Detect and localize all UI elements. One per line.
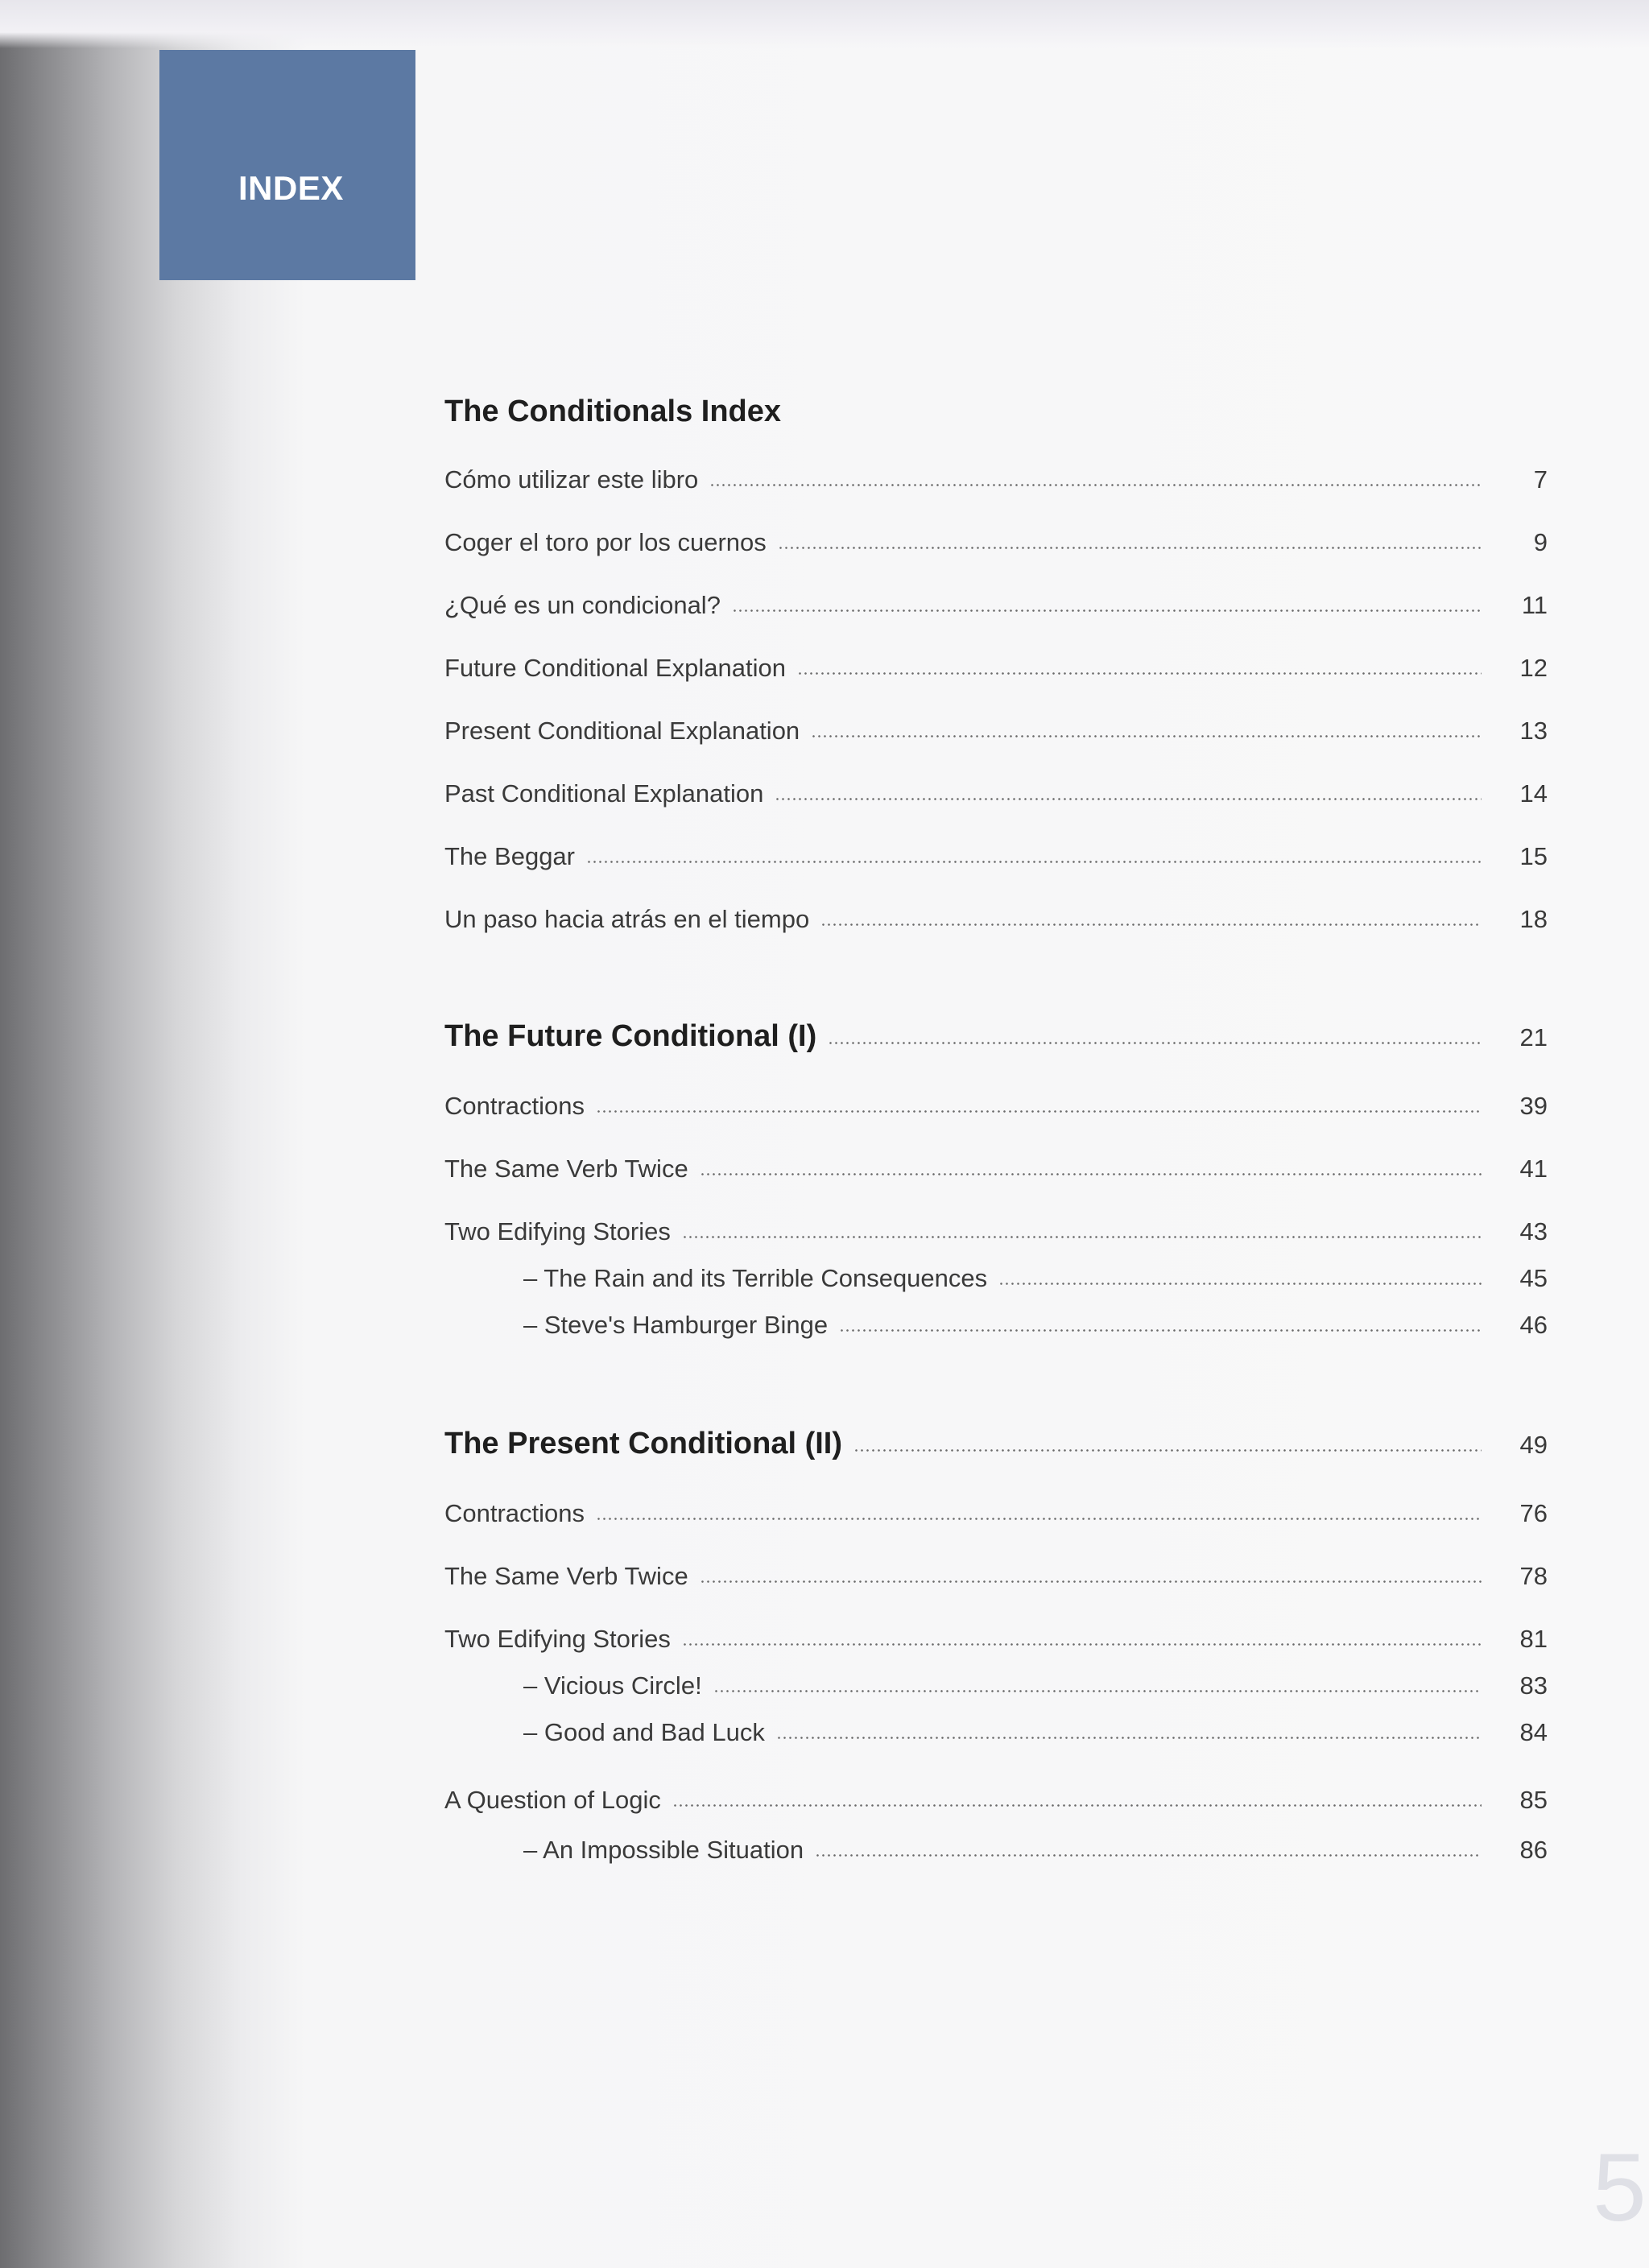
toc-entry-label: Two Edifying Stories bbox=[444, 1625, 671, 1653]
toc-entry-page: 78 bbox=[1519, 1562, 1548, 1590]
toc-entry bbox=[444, 1499, 1548, 1535]
toc-entry-page: 46 bbox=[1519, 1311, 1548, 1339]
toc-entry-label: Coger el toro por los cuernos bbox=[444, 528, 767, 556]
toc-entry-page: 9 bbox=[1533, 528, 1548, 556]
dot-leader bbox=[797, 672, 1482, 675]
toc-entry-label: – Vicious Circle! bbox=[523, 1671, 702, 1700]
toc-entry-label: The Beggar bbox=[444, 842, 575, 870]
toc-entry-label: Un paso hacia atrás en el tiempo bbox=[444, 905, 810, 933]
toc-entry bbox=[444, 717, 1548, 752]
toc-entry-label: The Same Verb Twice bbox=[444, 1562, 688, 1590]
toc-entry-label: Present Conditional Explanation bbox=[444, 717, 800, 745]
toc-entry bbox=[444, 1562, 1548, 1597]
toc-entry-page: 83 bbox=[1519, 1671, 1548, 1700]
toc-subentry bbox=[523, 1718, 1548, 1754]
toc-entry-page: 39 bbox=[1519, 1092, 1548, 1120]
dot-leader bbox=[776, 1737, 1482, 1739]
toc-entry bbox=[444, 528, 1548, 564]
toc-entry bbox=[444, 591, 1548, 626]
toc-subentry bbox=[523, 1671, 1548, 1707]
toc-entry-page: 7 bbox=[1533, 465, 1548, 494]
dot-leader bbox=[775, 798, 1482, 800]
toc-entry-label: Future Conditional Explanation bbox=[444, 654, 786, 682]
toc-entry-page: 84 bbox=[1519, 1718, 1548, 1746]
dot-leader bbox=[853, 1449, 1482, 1452]
toc-entry bbox=[444, 1217, 1548, 1253]
toc-entry-page: 43 bbox=[1519, 1217, 1548, 1246]
toc-entry-label: Past Conditional Explanation bbox=[444, 779, 764, 808]
toc-section-heading bbox=[444, 1427, 1548, 1462]
toc-entry-label: Contractions bbox=[444, 1092, 585, 1120]
toc-entry-page: 76 bbox=[1519, 1499, 1548, 1527]
toc-entry-label: Contractions bbox=[444, 1499, 585, 1527]
toc-subentry bbox=[523, 1311, 1548, 1346]
toc-entry bbox=[444, 779, 1548, 815]
toc-entry-page: 18 bbox=[1519, 905, 1548, 933]
index-tab bbox=[159, 50, 415, 280]
dot-leader bbox=[672, 1804, 1482, 1807]
toc-entry-page: 45 bbox=[1519, 1264, 1548, 1292]
toc-entry bbox=[444, 842, 1548, 878]
toc-entry-label: – The Rain and its Terrible Consequences bbox=[523, 1264, 988, 1292]
section-heading-page: 49 bbox=[1519, 1431, 1548, 1459]
toc-entry-page: 86 bbox=[1519, 1836, 1548, 1864]
dot-leader bbox=[811, 735, 1482, 737]
toc-entry-page: 12 bbox=[1519, 654, 1548, 682]
toc-entry-label: A Question of Logic bbox=[444, 1786, 661, 1814]
dot-leader bbox=[586, 861, 1482, 863]
toc-entry-page: 14 bbox=[1519, 779, 1548, 808]
dot-leader bbox=[815, 1854, 1482, 1857]
toc-entry-page: 15 bbox=[1519, 842, 1548, 870]
dot-leader bbox=[682, 1643, 1482, 1646]
section-heading-label: The Present Conditional (II) bbox=[444, 1427, 843, 1460]
dot-leader bbox=[732, 609, 1482, 612]
toc-entry bbox=[444, 1155, 1548, 1190]
toc-section-heading bbox=[444, 1019, 1548, 1055]
toc-entry-label: ¿Qué es un condicional? bbox=[444, 591, 721, 619]
dot-leader bbox=[700, 1580, 1482, 1583]
toc-entry bbox=[444, 905, 1548, 940]
toc-entry-label: Cómo utilizar este libro bbox=[444, 465, 699, 494]
toc-entry-page: 13 bbox=[1519, 717, 1548, 745]
toc-entry-page: 85 bbox=[1519, 1786, 1548, 1814]
toc-subentry bbox=[523, 1264, 1548, 1299]
section-title: The Conditionals Index bbox=[444, 395, 782, 428]
page-number: 5 bbox=[1593, 2134, 1647, 2241]
dot-leader bbox=[596, 1518, 1482, 1520]
section-heading-label: The Future Conditional (I) bbox=[444, 1019, 817, 1053]
dot-leader bbox=[828, 1042, 1482, 1044]
toc-entry-page: 11 bbox=[1521, 591, 1548, 619]
toc-entry bbox=[444, 1092, 1548, 1127]
toc-entry-label: The Same Verb Twice bbox=[444, 1155, 688, 1183]
toc-subentry bbox=[523, 1836, 1548, 1871]
toc-entry bbox=[444, 465, 1548, 501]
toc-entry bbox=[444, 1786, 1548, 1821]
dot-leader bbox=[778, 547, 1482, 549]
section-heading-page: 21 bbox=[1519, 1023, 1548, 1051]
dot-leader bbox=[839, 1329, 1482, 1332]
toc-entry-page: 81 bbox=[1519, 1625, 1548, 1653]
toc-entry-page: 41 bbox=[1519, 1155, 1548, 1183]
toc-entry bbox=[444, 1625, 1548, 1660]
dot-leader bbox=[700, 1173, 1482, 1175]
index-tab-label: INDEX bbox=[238, 169, 344, 207]
toc-entry-label: Two Edifying Stories bbox=[444, 1217, 671, 1246]
toc-entry-label: – Steve's Hamburger Binge bbox=[523, 1311, 829, 1339]
dot-leader bbox=[713, 1690, 1482, 1692]
toc-entry bbox=[444, 654, 1548, 689]
dot-leader bbox=[998, 1283, 1482, 1285]
dot-leader bbox=[596, 1110, 1482, 1113]
top-shadow-band bbox=[0, 0, 1649, 48]
dot-leader bbox=[820, 923, 1482, 926]
toc-entry-label: – An Impossible Situation bbox=[523, 1836, 804, 1864]
dot-leader bbox=[682, 1236, 1482, 1238]
dot-leader bbox=[709, 484, 1482, 486]
toc-entry-label: – Good and Bad Luck bbox=[523, 1718, 765, 1746]
